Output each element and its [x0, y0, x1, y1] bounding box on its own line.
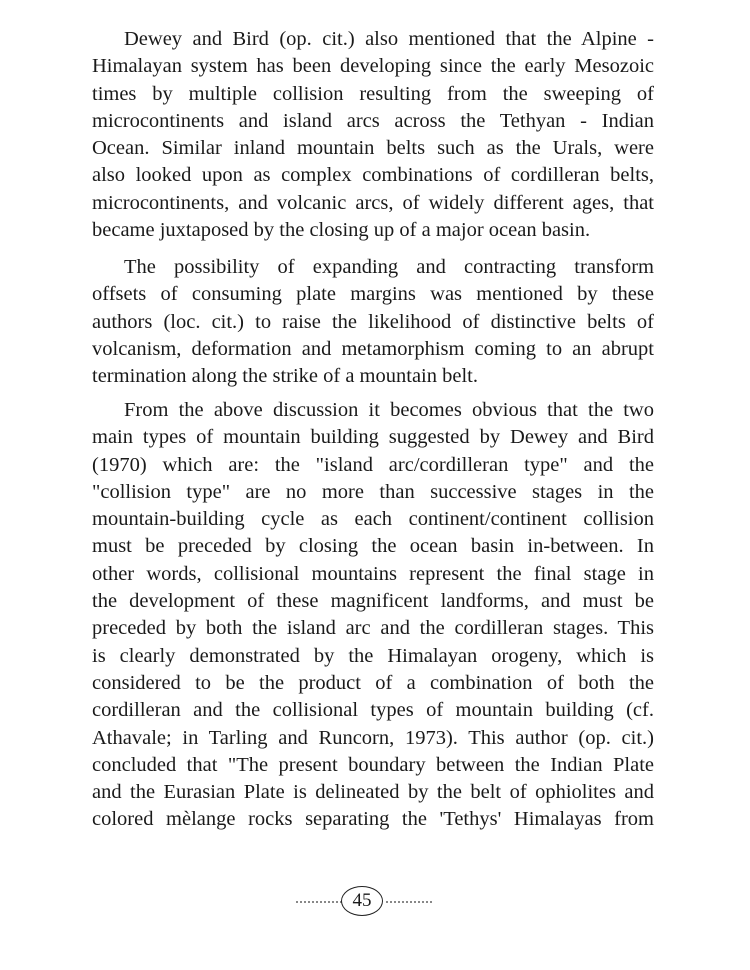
text-line: offsets of consuming plate margins was mentioned by these: [92, 283, 654, 306]
page-number: 45: [341, 886, 383, 916]
text-line: preceded by both the island arc and the cordilleran stages. This: [92, 617, 654, 640]
text-line: termination along the strike of a mountain belt.: [92, 365, 478, 388]
text-line: Ocean. Similar inland mountain belts such as the Urals, were: [92, 137, 654, 160]
paragraph-3: [92, 397, 654, 834]
text-line: mountain-building cycle as each continent/continent collision: [92, 508, 654, 531]
text-line: volcanism, deformation and metamorphism coming to an abrupt: [92, 337, 654, 360]
text-line: colored mèlange rocks separating the 'Tethys' Himalayas from: [92, 808, 654, 831]
text-line: "collision type" are no more than successive stages in the: [92, 480, 654, 503]
text-line: Dewey and Bird (op. cit.) also mentioned that the Alpine -: [124, 28, 654, 50]
text-line: authors (loc. cit.) to raise the likelihood of distinctive belts of: [92, 310, 654, 333]
paragraph-1: [92, 26, 654, 244]
text-line: the development of these magnificent landforms, and must be: [92, 590, 654, 613]
text-line: (1970) which are: the "island arc/cordilleran type" and the: [92, 453, 654, 476]
text-line: is clearly demonstrated by the Himalayan orogeny, which is: [92, 644, 654, 667]
folio-ornament-left: [296, 901, 342, 903]
text-line: considered to be the product of a combination of both the: [92, 671, 654, 694]
text-line: times by multiple collision resulting from the sweeping of: [92, 82, 654, 105]
text-line: became juxtaposed by the closing up of a major ocean basin.: [92, 219, 591, 242]
text-line: microcontinents and island arcs across the Tethyan - Indian: [92, 109, 654, 132]
text-line: concluded that "The present boundary between the Indian Plate: [92, 753, 654, 776]
text-line: and the Eurasian Plate is delineated by the belt of ophiolites and: [92, 781, 654, 804]
page-folio: [0, 884, 750, 920]
text-line: Athavale; in Tarling and Runcorn, 1973). This author (op. cit.): [92, 726, 654, 749]
text-line: From the above discussion it becomes obvious that the two: [124, 399, 654, 421]
text-line: must be preceded by closing the ocean basin in-between. In: [92, 535, 654, 558]
paragraph-2: [92, 254, 654, 390]
text-line: cordilleran and the collisional types of mountain building (cf.: [92, 699, 654, 722]
text-line: main types of mountain building suggested by Dewey and Bird: [92, 426, 654, 449]
text-line: also looked upon as complex combinations of cordilleran belts,: [92, 164, 654, 187]
text-line: other words, collisional mountains represent the final stage in: [92, 562, 654, 585]
text-line: Himalayan system has been developing since the early Mesozoic: [92, 55, 654, 78]
text-line: microcontinents, and volcanic arcs, of widely different ages, that: [92, 191, 654, 214]
folio-ornament-right: [386, 901, 432, 903]
text-line: The possibility of expanding and contracting transform: [124, 256, 654, 278]
